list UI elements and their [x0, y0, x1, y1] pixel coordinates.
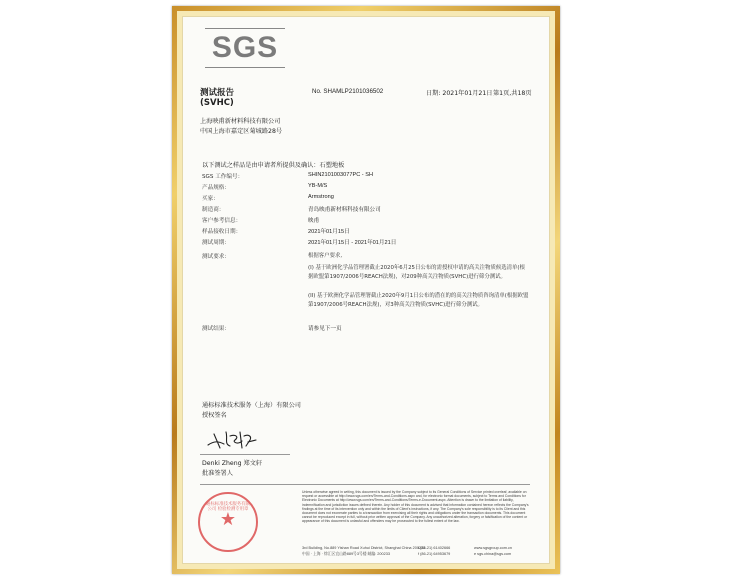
field-label: 客户参考信息： — [202, 218, 242, 224]
signatory-name: Denki Zheng 郑文轩 — [202, 460, 263, 467]
issuer-name: 通标标准技术服务（上海）有限公司 — [202, 402, 301, 409]
result-value: 请参见下一页 — [308, 326, 342, 332]
page-number: 第1页,共18页 — [493, 90, 532, 97]
footer-address-cn: 中国 · 上海 · 徐汇区宜山路889号3号楼 邮编: 200233 — [302, 552, 390, 556]
report-date: 日期: 2021年01月21日 — [426, 90, 493, 97]
requirement-item-1: (I) 基于欧洲化学品管理署截止2020年6月25日公布的需授权申请的高关注物质候选清单(根据欧盟第1907/2006号REACH法规)，对209种高关注物质(SVHC)进行筛分测试。 — [308, 265, 525, 280]
client-address: 中国上海市嘉定区菊城路28号 — [200, 128, 283, 135]
footer-web: www.sgsgroup.com.cn — [474, 546, 512, 550]
field-label: 买家： — [202, 196, 219, 202]
signatory-role: 批准签署人 — [202, 470, 233, 477]
requirements-intro: 根据客户要求, — [308, 253, 343, 259]
report-subtitle: (SVHC) — [200, 98, 234, 108]
report-number: No. SHAMLP2101036502 — [312, 88, 384, 95]
footer-tel: t (86-21) 61402666 — [418, 546, 451, 550]
seal-text: 通标标准技术服务有限公司 检验检测专用章 — [206, 502, 250, 512]
requirement-item-2: (II) 基于欧洲化学品管理署截止2020年9月1日公布的潜在的的高关注物质咨询清单(根据欧盟第1907/2006号REACH法规)，对3种高关注物质(SVHC)进行筛分测试。 — [308, 293, 529, 308]
terms-fineprint: Unless otherwise agreed in writing, this document is issued by the Company subject to its General Conditions of Service printed overleaf, available on request or accessible at http://www.sgs.com/en/Terms-and-Conditions.aspx and, for electronic format documents, subject to Terms and Conditions for Electronic Documents at http://www.sgs.com/en/Terms-and-Conditions/Terms-e-Document.aspx. Attention is drawn to the limitation of liability, indemnification and jurisdiction issues defined therein. Any holder of this document is advised that information contained hereon reflects the Company's findings at the time of its intervention only and within the limits of Client's instructions, if any. The Company's sole responsibility is to its Client and this document does not exonerate parties to a transaction from exercising all their rights and obligations under the transaction documents. This document cannot be reproduced except in full, without prior written approval of the Company. Any unauthorized alteration, forgery or falsification of the content or appearance of this document is unlawful and offenders may be prosecuted to the fullest extent of the law. — [302, 490, 529, 524]
field-value: YB-M/S — [308, 183, 328, 189]
footer-fax: f (86-21) 64953679 — [418, 552, 451, 556]
result-label: 测试结果： — [202, 326, 230, 332]
report-page — [182, 16, 550, 564]
field-value: 2021年01月15日 — [308, 229, 350, 235]
sgs-logo: SGS — [205, 28, 285, 68]
field-label: SGS 工作编号： — [202, 174, 244, 180]
report-title: 测试报告 — [200, 88, 235, 98]
field-value: 青岛映甫新材料科技有限公司 — [308, 207, 381, 213]
field-value: 映甫 — [308, 218, 320, 224]
issuer-authorization: 授权签名 — [202, 412, 227, 419]
field-label: 制造商： — [202, 207, 225, 213]
star-icon: ★ — [219, 509, 237, 531]
field-label: 测试周期： — [202, 240, 230, 246]
field-label: 样品接收日期： — [202, 229, 242, 235]
field-value: Armstrong — [308, 194, 334, 200]
field-value: 2021年01月15日 - 2021年01月21日 — [308, 240, 397, 246]
client-name: 上海映甫新材料科技有限公司 — [200, 118, 281, 125]
sample-intro: 以下测试之样品是由申请者所提供及确认：石塑地板 — [202, 162, 345, 169]
footer-email: e sgs.china@sgs.com — [474, 552, 512, 556]
requirements-label: 测试要求： — [202, 254, 230, 260]
handwritten-signature — [206, 428, 258, 450]
footer-address: 3rd Building, No.889 Yishan Road Xuhui District, Shanghai China 200233 — [302, 546, 426, 550]
field-value: SHIN2101003077PC - SH — [308, 172, 373, 178]
company-seal — [198, 492, 258, 552]
field-label: 产品规格： — [202, 185, 230, 191]
